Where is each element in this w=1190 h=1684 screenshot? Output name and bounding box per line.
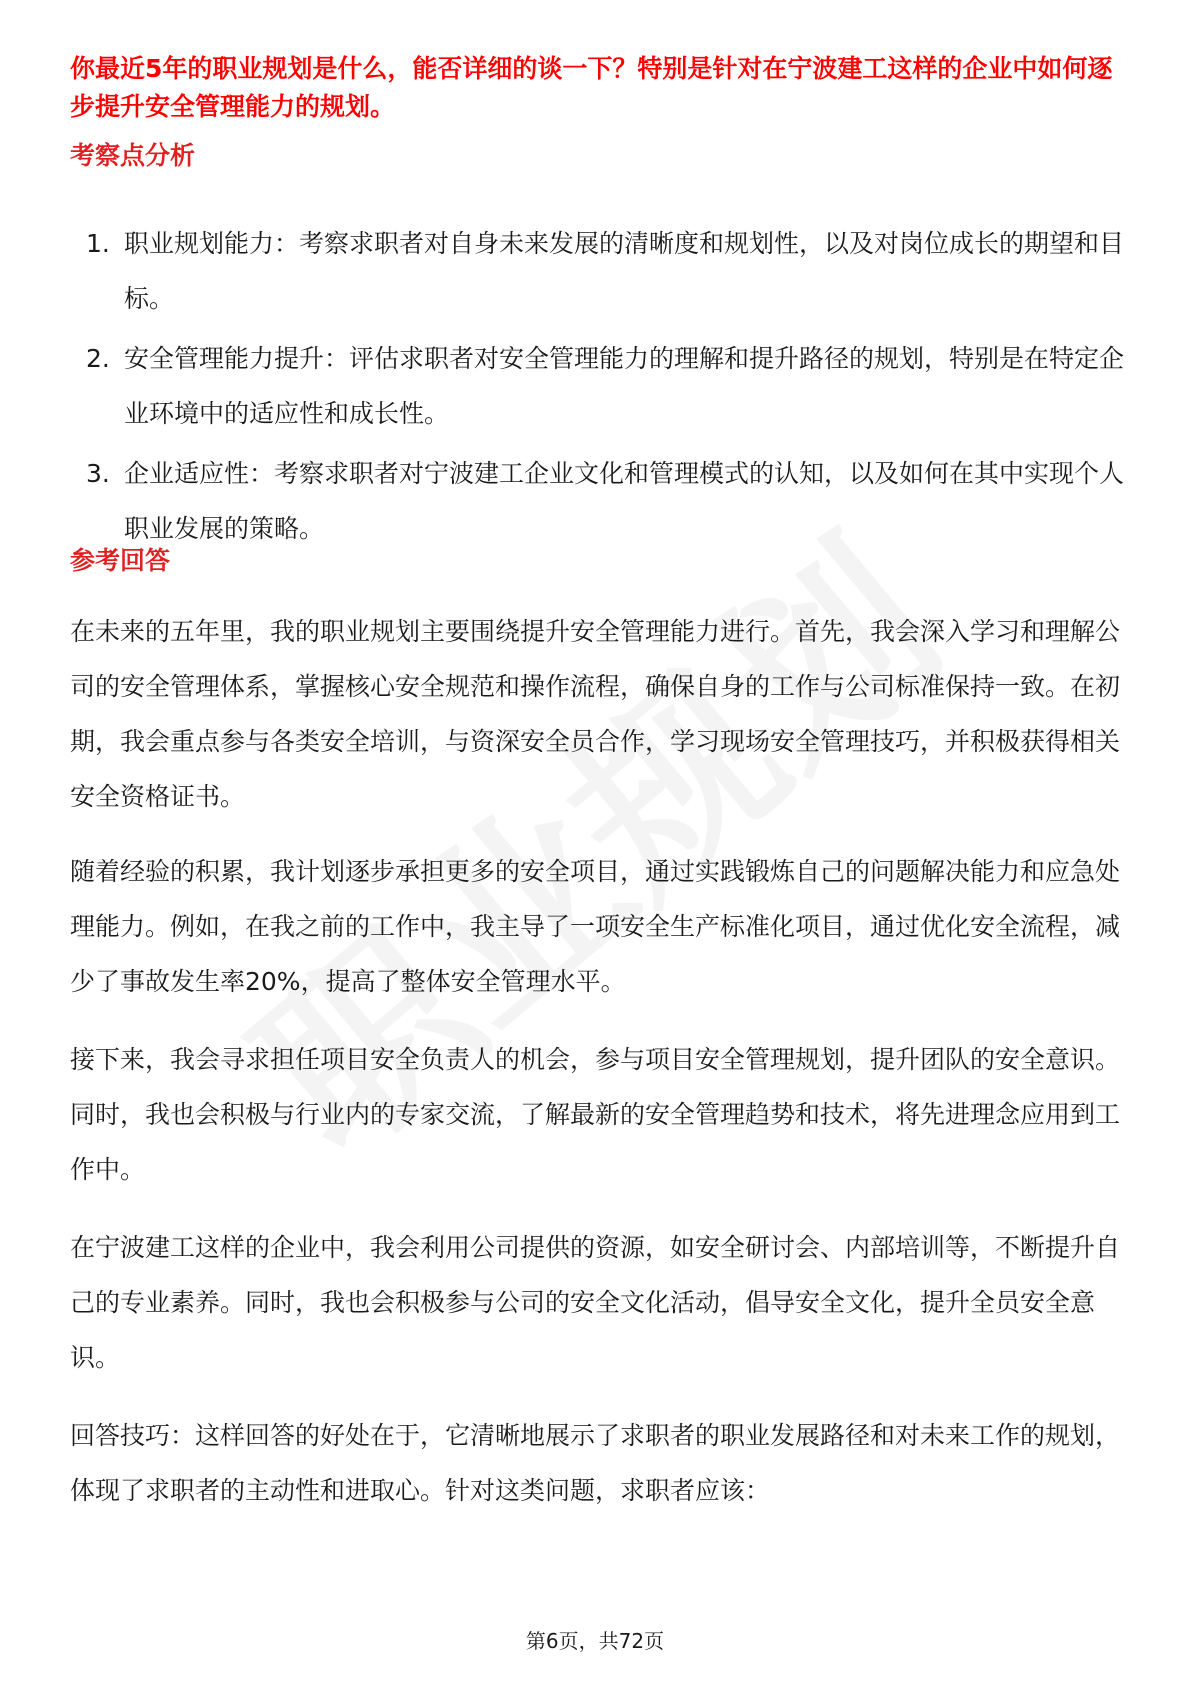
analysis-point [86,331,1126,441]
point-text: 职业规划能力：考察求职者对自身未来发展的清晰度和规划性，以及对岗位成长的期望和目标。 [124,229,1125,313]
answer-paragraph: 接下来，我会寻求担任项目安全负责人的机会，参与项目安全管理规划，提升团队的安全意识。同时，我也会积极与行业内的专家交流，了解最新的安全管理趋势和技术，将先进理念应用到工作中。 [70,1045,1121,1184]
analysis-section-title: 考察点分析 [70,141,196,170]
analysis-points-list [86,216,1126,561]
question-heading: 你最近5年的职业规划是什么，能否详细的谈一下？特别是针对在宁波建工这样的企业中如何逐步提升安全管理能力的规划。 [70,54,1113,121]
point-number: 2. [86,344,110,373]
analysis-point [86,446,1126,556]
analysis-point [86,216,1126,326]
answer-section-title: 参考回答 [70,546,171,575]
point-text: 企业适应性：考察求职者对宁波建工企业文化和管理模式的认知，以及如何在其中实现个人职业发展的策略。 [124,459,1125,543]
answer-paragraph: 在宁波建工这样的企业中，我会利用公司提供的资源，如安全研讨会、内部培训等，不断提升自己的专业素养。同时，我也会积极参与公司的安全文化活动，倡导安全文化，提升全员安全意识。 [70,1233,1121,1372]
answer-paragraph: 在未来的五年里，我的职业规划主要围绕提升安全管理能力进行。首先，我会深入学习和理解公司的安全管理体系，掌握核心安全规范和操作流程，确保自身的工作与公司标准保持一致。在初期，我会重点参与各类安全培训，与资深安全员合作，学习现场安全管理技巧，并积极获得相关安全资格证书。 [70,617,1121,811]
point-number: 1. [86,229,110,258]
point-number: 3. [86,459,110,488]
answer-tips-paragraph: 回答技巧：这样回答的好处在于，它清晰地展示了求职者的职业发展路径和对未来工作的规划，体现了求职者的主动性和进取心。针对这类问题，求职者应该： [70,1421,1121,1505]
point-text: 安全管理能力提升：评估求职者对安全管理能力的理解和提升路径的规划，特别是在特定企业环境中的适应性和成长性。 [124,344,1125,428]
answer-paragraph: 随着经验的积累，我计划逐步承担更多的安全项目，通过实践锻炼自己的问题解决能力和应急处理能力。例如，在我之前的工作中，我主导了一项安全生产标准化项目，通过优化安全流程，减少了事故发生率20%，提高了整体安全管理水平。 [70,857,1121,996]
page-number-footer: 第6页，共72页 [525,1629,665,1653]
